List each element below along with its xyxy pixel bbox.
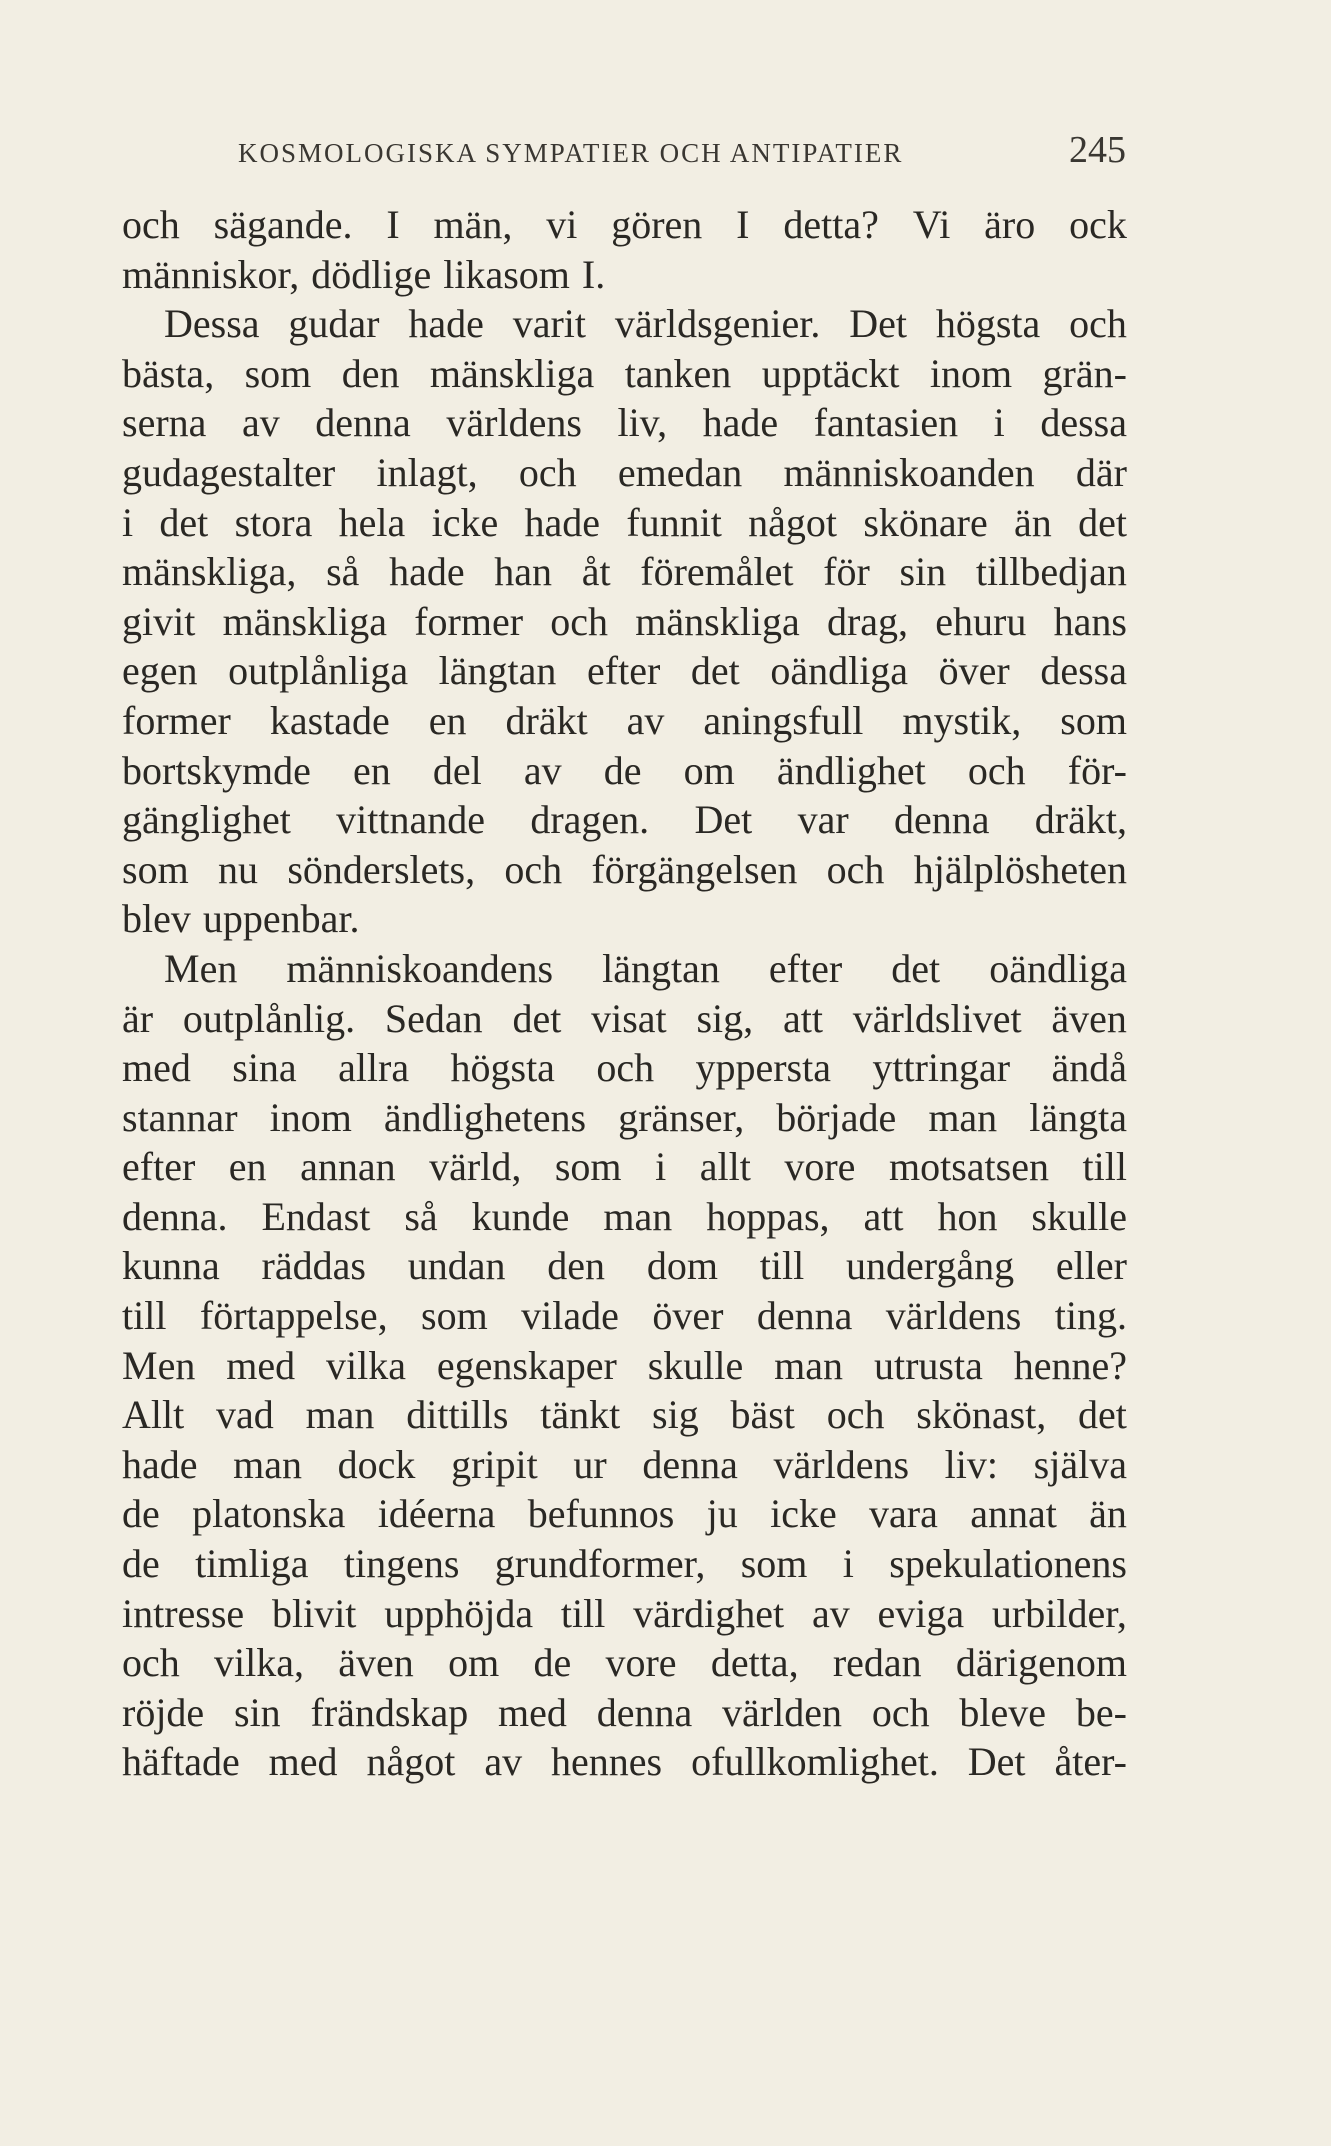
word: något (366, 1739, 456, 1785)
text-line (122, 795, 1127, 845)
word: människoanden (783, 449, 1035, 495)
word: denna (756, 1293, 853, 1339)
word: häftade (122, 1739, 240, 1785)
word: för (823, 549, 870, 595)
word: så (326, 549, 360, 595)
word: med (122, 1045, 191, 1091)
word: denna. (122, 1193, 228, 1239)
word: mystik, (902, 697, 1022, 743)
word: grän- (1042, 350, 1127, 396)
word: än (1089, 1491, 1127, 1537)
word: idéerna (377, 1491, 496, 1537)
text-line (122, 944, 1127, 994)
word: dittills (406, 1392, 509, 1438)
word: yppersta (695, 1045, 831, 1091)
word: längtan (438, 648, 557, 694)
word: tanken (624, 350, 732, 396)
word: nu (218, 846, 258, 892)
word: dock (337, 1441, 416, 1487)
word: utrusta (873, 1342, 983, 1388)
word: något (748, 499, 838, 545)
word: hade (122, 1441, 198, 1487)
text-line (122, 200, 1127, 250)
word: världens (446, 400, 582, 446)
word: man (233, 1441, 303, 1487)
word: hade (408, 301, 484, 347)
word: för- (1067, 747, 1127, 793)
text-line (122, 448, 1127, 498)
word: upphöjda (384, 1590, 534, 1636)
word: även (1051, 995, 1127, 1041)
word: dragen. (530, 797, 650, 843)
word: I. (581, 251, 606, 297)
word: denna (893, 797, 990, 843)
word: i (655, 1144, 667, 1190)
word: motsatsen (888, 1144, 1049, 1190)
text-line (122, 1440, 1127, 1490)
word: kastade (269, 697, 390, 743)
word: ändlighetens (383, 1094, 587, 1140)
word: sägande. (213, 202, 353, 247)
word: om (683, 747, 735, 793)
word: allt (699, 1144, 751, 1190)
word: och (122, 202, 180, 247)
word: gudar (288, 301, 380, 347)
word: och (518, 449, 577, 495)
word: hade (389, 549, 465, 595)
text-line (122, 250, 1127, 300)
word: att (782, 995, 823, 1041)
word: I (736, 202, 750, 247)
word: tänkt (540, 1392, 621, 1438)
word: fantasien (813, 400, 959, 446)
word: hans (1053, 598, 1127, 644)
word: med (268, 1739, 338, 1785)
word: sig (652, 1392, 699, 1438)
word: förtappelse, (199, 1293, 388, 1339)
word: ock (1069, 202, 1127, 247)
text-line (122, 1688, 1127, 1738)
word: räddas (261, 1243, 366, 1289)
word: oändliga (770, 648, 909, 694)
word: till (759, 1243, 805, 1289)
word: en (228, 1144, 267, 1190)
word: ofullkomlighet. (691, 1739, 939, 1785)
word: och (826, 846, 885, 892)
running-title: KOSMOLOGISKA SYMPATIER OCH ANTIPATIER (238, 138, 904, 168)
word: mänskliga (635, 598, 800, 644)
word: bortskymde (122, 747, 311, 793)
word: befunnos (527, 1491, 675, 1537)
text-line (122, 398, 1127, 448)
body-text (122, 200, 1127, 1787)
word: över (938, 648, 1010, 694)
word: längta (1029, 1094, 1127, 1140)
word: det (512, 995, 562, 1041)
word: kunna (122, 1243, 220, 1289)
word: blivit (271, 1590, 357, 1636)
word: funnit (626, 499, 722, 545)
word: om (448, 1640, 500, 1686)
word: än (1014, 499, 1052, 545)
word: grundformer, (494, 1541, 706, 1587)
word: de (533, 1640, 572, 1686)
word: liv: (944, 1441, 999, 1487)
word: de (122, 1541, 160, 1587)
word: givit (122, 598, 196, 644)
word: äro (984, 202, 1036, 247)
word: och (504, 846, 563, 892)
word: emedan (617, 449, 743, 495)
text-line (122, 349, 1127, 399)
word: uppenbar. (202, 896, 360, 942)
word: gänglighet (122, 797, 291, 843)
word: liv, (617, 400, 668, 446)
word: och (967, 747, 1026, 793)
word: outplånliga (228, 648, 409, 694)
word: det (891, 945, 941, 991)
word: högsta (935, 301, 1041, 347)
page-header (238, 128, 1126, 178)
word: män, (433, 202, 513, 247)
word: sin (234, 1689, 281, 1735)
word: själva (1033, 1441, 1127, 1487)
word: världen (722, 1689, 842, 1735)
word: dessa (1040, 648, 1127, 694)
word: det (690, 648, 740, 694)
text-line (122, 1192, 1127, 1242)
word: världens (885, 1293, 1022, 1339)
word: mänskliga (222, 598, 387, 644)
word: i (122, 499, 134, 545)
text-line (122, 1142, 1127, 1192)
word: man (603, 1193, 673, 1239)
word: ju (706, 1491, 738, 1537)
word: vara (869, 1491, 938, 1537)
word: gripit (451, 1441, 538, 1487)
text-line (122, 1489, 1127, 1539)
word: Men (164, 945, 238, 991)
word: skönast, (916, 1392, 1047, 1438)
word: bäst (730, 1392, 795, 1438)
word: I (386, 202, 400, 247)
word: henne? (1013, 1342, 1127, 1388)
word: världsgenier. (614, 301, 821, 347)
word: det (159, 499, 209, 545)
word: är (122, 995, 154, 1041)
word: vilade (521, 1293, 619, 1339)
word: med (498, 1689, 567, 1735)
word: den (547, 1243, 606, 1289)
word: detta? (783, 202, 879, 247)
word: i (842, 1541, 854, 1587)
text-line (122, 845, 1127, 895)
word: undergång (845, 1243, 1015, 1289)
word: Men (122, 1342, 196, 1388)
word: det (1078, 499, 1127, 545)
word: vad (216, 1392, 274, 1438)
word: och (122, 1640, 180, 1686)
word: Vi (912, 202, 951, 247)
word: denna (642, 1441, 738, 1487)
word: som (421, 1293, 488, 1339)
word: blev (122, 896, 191, 942)
word: förgängelsen (591, 846, 798, 892)
word: att (863, 1193, 904, 1239)
word: Det (849, 301, 907, 347)
word: annat (970, 1491, 1057, 1537)
word: därigenom (955, 1640, 1127, 1686)
word: och (871, 1689, 930, 1735)
word: som (244, 350, 312, 396)
word: urbilder, (991, 1590, 1127, 1636)
word: man (305, 1392, 375, 1438)
word: skulle (1031, 1193, 1127, 1239)
word: världslivet (852, 995, 1022, 1041)
word: vilka (326, 1342, 406, 1388)
word: annan (300, 1144, 396, 1190)
word: började (776, 1094, 897, 1140)
word: man (928, 1094, 998, 1140)
word: oändliga (989, 945, 1127, 991)
word: ehuru (935, 598, 1027, 644)
word: hon (937, 1193, 998, 1239)
page-number: 245 (1069, 129, 1126, 171)
word: efter (587, 648, 661, 694)
word: del (432, 747, 482, 793)
text-line (122, 1341, 1127, 1391)
word: vore (605, 1640, 677, 1686)
word: den (341, 350, 400, 396)
word: han (494, 549, 553, 595)
word: hennes (551, 1739, 663, 1785)
word: och (596, 1045, 655, 1091)
word: där (1075, 449, 1127, 495)
word: man (774, 1342, 844, 1388)
text-line (122, 299, 1127, 349)
word: till (1082, 1144, 1127, 1190)
word: egen (122, 648, 198, 694)
word: dom (646, 1243, 718, 1289)
word: gränser, (618, 1094, 745, 1140)
word: röjde (122, 1689, 205, 1735)
word: efter (768, 945, 843, 991)
word: av (626, 697, 665, 743)
word: människoandens (286, 945, 554, 991)
text-line (122, 547, 1127, 597)
word: upptäckt (761, 350, 900, 396)
word: som (1060, 697, 1127, 743)
word: av (811, 1590, 850, 1636)
word: spekulationens (889, 1541, 1127, 1587)
word: dessa (1040, 400, 1127, 446)
word: icke (431, 499, 499, 545)
word: till (122, 1293, 167, 1339)
text-line (122, 1390, 1127, 1440)
word: så (404, 1193, 438, 1239)
word: var (797, 797, 849, 843)
text-line (122, 1043, 1127, 1093)
text-line (122, 1737, 1127, 1787)
word: föremålet (640, 549, 794, 595)
word: av (523, 747, 562, 793)
word: yttringar (872, 1045, 1011, 1091)
word: eviga (877, 1590, 965, 1636)
text-line (122, 646, 1127, 696)
word: bästa, (122, 350, 215, 396)
text-line (122, 894, 1127, 944)
word: hoppas, (706, 1193, 830, 1239)
word: bleve (959, 1689, 1047, 1735)
word: eller (1055, 1243, 1127, 1289)
word: värld, (429, 1144, 522, 1190)
word: som (554, 1144, 622, 1190)
word: hjälplösheten (913, 846, 1127, 892)
word: tingens (343, 1541, 460, 1587)
word: längtan (602, 945, 720, 991)
word: Det (967, 1739, 1026, 1785)
word: kunde (471, 1193, 570, 1239)
word: skönare (863, 499, 988, 545)
word: Endast (261, 1193, 371, 1239)
word: sig, (696, 995, 754, 1041)
word: serna (122, 400, 207, 446)
word: världens (773, 1441, 910, 1487)
word: vi (546, 202, 578, 247)
word: de (603, 747, 642, 793)
word: denna (596, 1689, 693, 1735)
word: intresse (122, 1590, 245, 1636)
word: värdighet (633, 1590, 785, 1636)
word: skulle (647, 1342, 744, 1388)
word: till (560, 1590, 606, 1636)
word: hade (702, 400, 779, 446)
word: människor, (122, 251, 300, 297)
word: och (550, 598, 609, 644)
word: Allt (122, 1392, 185, 1438)
text-line (122, 696, 1127, 746)
word: en (353, 747, 391, 793)
word: vore (784, 1144, 856, 1190)
word: ändå (1051, 1045, 1127, 1091)
word: stora (234, 499, 313, 545)
text-line (122, 1093, 1127, 1143)
word: och (826, 1392, 885, 1438)
word: en (428, 697, 467, 743)
word: dräkt (505, 697, 588, 743)
word: mänskliga, (122, 549, 297, 595)
word: det (1078, 1392, 1127, 1438)
word: vilka, (214, 1640, 305, 1686)
text-line (122, 1539, 1127, 1589)
word: drag, (826, 598, 909, 644)
text-line (122, 498, 1127, 548)
word: outplånlig. (182, 995, 356, 1041)
word: inom (269, 1094, 352, 1140)
word: platonska (192, 1491, 346, 1537)
word: allra (338, 1045, 410, 1091)
word: över (652, 1293, 724, 1339)
word: former (122, 697, 231, 743)
word: egenskaper (436, 1342, 617, 1388)
word: ting. (1054, 1293, 1127, 1339)
word: vittnande (336, 797, 486, 843)
word: och (1069, 301, 1127, 347)
word: av (484, 1739, 523, 1785)
word: be- (1075, 1689, 1127, 1735)
word: ur (573, 1441, 607, 1487)
word: tillbedjan (975, 549, 1127, 595)
word: som (740, 1541, 808, 1587)
word: i (993, 400, 1005, 446)
word: denna (315, 400, 411, 446)
word: gudagestalter (122, 449, 336, 495)
word: varit (512, 301, 587, 347)
word: likasom (443, 251, 570, 297)
text-line (122, 1241, 1127, 1291)
word: även (338, 1640, 414, 1686)
word: Dessa (164, 301, 260, 347)
word: inlagt, (376, 449, 478, 495)
text-line (122, 1638, 1127, 1688)
word: sina (232, 1045, 297, 1091)
word: aningsfull (703, 697, 864, 743)
word: av (241, 400, 280, 446)
word: åt (581, 549, 611, 595)
word: timliga (195, 1541, 309, 1587)
word: Sedan (384, 995, 483, 1041)
word: former (414, 598, 524, 644)
text-line (122, 994, 1127, 1044)
word: stannar (122, 1094, 238, 1140)
word: sönderslets, (287, 846, 476, 892)
word: de (122, 1491, 160, 1537)
word: med (226, 1342, 296, 1388)
text-line (122, 1291, 1127, 1341)
text-line (122, 1589, 1127, 1639)
text-line (122, 597, 1127, 647)
word: redan (832, 1640, 922, 1686)
word: åter- (1054, 1739, 1127, 1785)
word: mänskliga (429, 350, 595, 396)
word: visat (591, 995, 667, 1041)
word: högsta (450, 1045, 555, 1091)
word: ändlighet (776, 747, 926, 793)
word: dödlige (311, 251, 432, 297)
word: Det (694, 797, 753, 843)
text-line (122, 746, 1127, 796)
word: icke (770, 1491, 837, 1537)
word: undan (407, 1243, 506, 1289)
word: som (122, 846, 189, 892)
word: frändskap (310, 1689, 469, 1735)
word: gören (611, 202, 703, 247)
word: inom (929, 350, 1013, 396)
word: detta, (710, 1640, 799, 1686)
word: hela (338, 499, 406, 545)
word: hade (524, 499, 601, 545)
word: efter (122, 1144, 196, 1190)
word: sin (899, 549, 947, 595)
word: dräkt, (1034, 797, 1127, 843)
